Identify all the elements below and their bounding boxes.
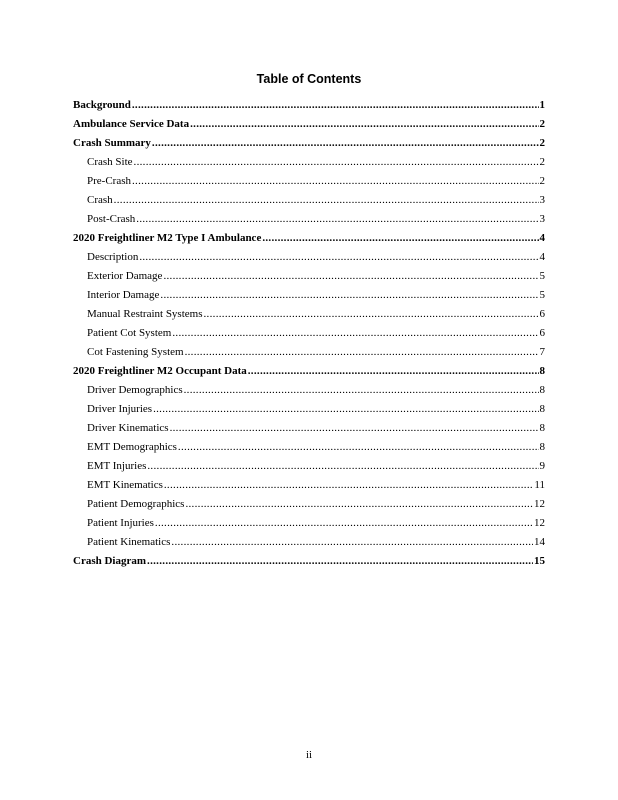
toc-entry-page: 7	[539, 346, 545, 358]
toc-entry-title: Patient Demographics	[87, 498, 185, 510]
toc-dot-leader	[132, 172, 539, 191]
toc-dot-leader	[184, 381, 539, 400]
toc-entry-page: 2	[539, 175, 545, 187]
toc-entry-title: Cot Fastening System	[87, 346, 184, 358]
toc-entry[interactable]	[73, 96, 545, 115]
toc-dot-leader	[114, 191, 539, 210]
toc-entry-page: 3	[539, 194, 545, 206]
toc-entry-page: 15	[534, 555, 545, 567]
toc-list	[73, 96, 545, 571]
toc-dot-leader	[160, 286, 538, 305]
toc-entry[interactable]	[73, 229, 545, 248]
toc-dot-leader	[152, 134, 539, 153]
toc-entry[interactable]	[73, 191, 545, 210]
toc-entry-page: 4	[539, 232, 545, 244]
toc-entry[interactable]	[73, 400, 545, 419]
toc-entry-page: 5	[539, 289, 545, 301]
toc-dot-leader	[185, 495, 533, 514]
toc-entry-title: Driver Kinematics	[87, 422, 169, 434]
toc-entry-title: EMT Demographics	[87, 441, 177, 453]
toc-entry-page: 3	[539, 213, 545, 225]
toc-dot-leader	[178, 438, 539, 457]
toc-entry-title: Patient Kinematics	[87, 536, 171, 548]
toc-entry-title: Crash Diagram	[73, 555, 147, 567]
toc-entry-title: Crash Summary	[73, 137, 151, 149]
toc-entry-title: Driver Demographics	[87, 384, 183, 396]
toc-entry[interactable]	[73, 305, 545, 324]
toc-entry[interactable]	[73, 381, 545, 400]
toc-entry-title: Crash	[87, 194, 113, 206]
toc-entry-title: Post-Crash	[87, 213, 136, 225]
toc-dot-leader	[136, 210, 538, 229]
toc-entry[interactable]	[73, 457, 545, 476]
toc-entry-title: Driver Injuries	[87, 403, 153, 415]
toc-entry-title: 2020 Freightliner M2 Type I Ambulance	[73, 232, 262, 244]
toc-entry[interactable]	[73, 533, 545, 552]
toc-entry[interactable]	[73, 495, 545, 514]
toc-entry[interactable]	[73, 115, 545, 134]
toc-entry-page: 2	[539, 118, 545, 130]
toc-dot-leader	[147, 552, 533, 571]
toc-entry[interactable]	[73, 419, 545, 438]
toc-entry-page: 6	[539, 308, 545, 320]
toc-entry[interactable]	[73, 324, 545, 343]
toc-entry-title: EMT Kinematics	[87, 479, 163, 491]
toc-entry[interactable]	[73, 153, 545, 172]
toc-entry-page: 8	[539, 441, 545, 453]
toc-entry-page: 12	[534, 498, 545, 510]
toc-entry[interactable]	[73, 286, 545, 305]
toc-dot-leader	[170, 419, 539, 438]
toc-entry[interactable]	[73, 476, 545, 495]
toc-entry-title: EMT Injuries	[87, 460, 147, 472]
toc-entry-page: 2	[539, 137, 545, 149]
toc-dot-leader	[164, 476, 534, 495]
toc-dot-leader	[171, 533, 533, 552]
toc-entry-page: 5	[539, 270, 545, 282]
toc-entry-page: 4	[539, 251, 545, 263]
toc-dot-leader	[248, 362, 539, 381]
toc-entry[interactable]	[73, 172, 545, 191]
toc-entry-title: Manual Restraint Systems	[87, 308, 203, 320]
toc-entry-page: 2	[539, 156, 545, 168]
toc-dot-leader	[204, 305, 539, 324]
toc-entry-page: 1	[539, 99, 545, 111]
toc-dot-leader	[155, 514, 533, 533]
toc-dot-leader	[153, 400, 538, 419]
toc-entry-title: 2020 Freightliner M2 Occupant Data	[73, 365, 247, 377]
toc-entry[interactable]	[73, 267, 545, 286]
toc-entry-page: 8	[539, 365, 545, 377]
toc-entry-title: Interior Damage	[87, 289, 160, 301]
toc-dot-leader	[134, 153, 539, 172]
toc-entry-page: 6	[539, 327, 545, 339]
toc-entry-title: Background	[73, 99, 131, 111]
toc-entry-page: 8	[539, 403, 545, 415]
toc-dot-leader	[185, 343, 539, 362]
toc-entry[interactable]	[73, 210, 545, 229]
toc-dot-leader	[262, 229, 538, 248]
toc-entry-title: Pre-Crash	[87, 175, 131, 187]
toc-entry-page: 14	[534, 536, 545, 548]
page-title: Table of Contents	[256, 72, 362, 86]
toc-entry-title: Crash Site	[87, 156, 133, 168]
toc-entry[interactable]	[73, 438, 545, 457]
toc-entry[interactable]	[73, 248, 545, 267]
toc-entry-title: Patient Injuries	[87, 517, 154, 529]
toc-entry-page: 12	[534, 517, 545, 529]
toc-entry-page: 9	[539, 460, 545, 472]
toc-dot-leader	[139, 248, 538, 267]
toc-entry-page: 8	[539, 422, 545, 434]
toc-entry-page: 11	[534, 479, 545, 491]
page-number: ii	[305, 749, 313, 761]
toc-entry[interactable]	[73, 514, 545, 533]
toc-entry-title: Description	[87, 251, 139, 263]
toc-dot-leader	[132, 96, 539, 115]
toc-dot-leader	[147, 457, 538, 476]
toc-entry-title: Patient Cot System	[87, 327, 172, 339]
toc-dot-leader	[172, 324, 538, 343]
toc-entry-page: 8	[539, 384, 545, 396]
toc-dot-leader	[163, 267, 538, 286]
toc-entry-title: Exterior Damage	[87, 270, 163, 282]
toc-entry[interactable]	[73, 552, 545, 571]
toc-entry[interactable]	[73, 134, 545, 153]
toc-entry-title: Ambulance Service Data	[73, 118, 190, 130]
toc-entry[interactable]	[73, 343, 545, 362]
toc-entry[interactable]	[73, 362, 545, 381]
toc-dot-leader	[190, 115, 538, 134]
